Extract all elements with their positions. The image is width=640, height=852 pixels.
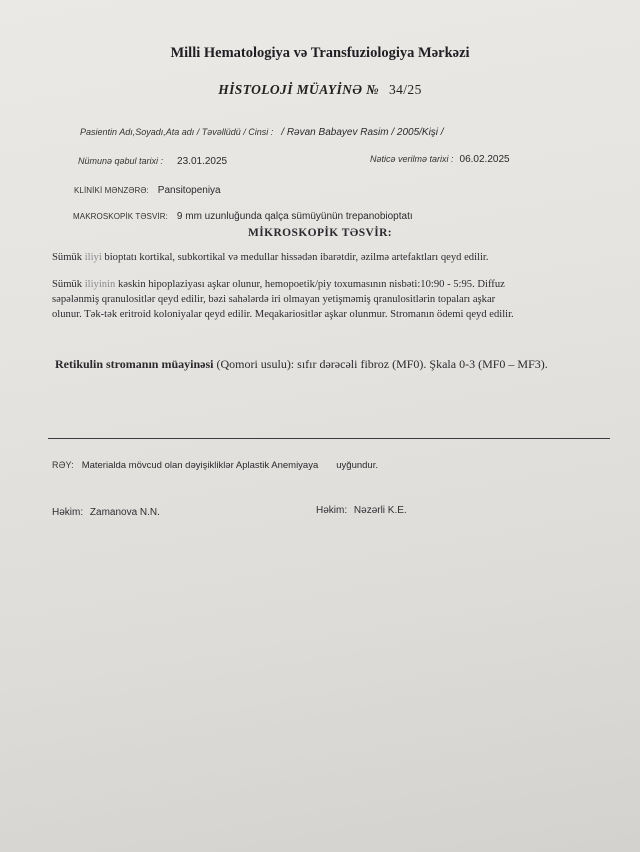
result-date-label: Nəticə verilmə tarixi : [370, 154, 454, 164]
micro-p2-line-1 [52, 277, 612, 292]
doctor-2 [316, 505, 407, 516]
macro-label: MAKROSKOPİK TƏSVİR: [73, 212, 168, 221]
micro-paragraph-1 [52, 250, 612, 265]
doctor-2-label: Həkim: [316, 505, 348, 516]
macro-row [73, 206, 413, 224]
micro-p2-line-3: olunur. Tək-tək eritroid koloniyalar qeyd edilir. Meqakariositlər aşkar olunmur. Stromanın ödemi qeyd edilir. [52, 309, 514, 320]
reticulin-text: (Qomori usulu): sıfır dərəcəli fibroz (MF0). Şkala 0-3 (MF0 – MF3). [213, 357, 548, 371]
clinical-value: Pansitopeniya [157, 185, 221, 196]
clinical-label: KLİNİKİ MƏNZƏRƏ: [74, 186, 149, 195]
micro-p1-word-2: iliyi [84, 252, 102, 263]
received-date-value: 23.01.2025 [177, 156, 228, 167]
doctor-1-label: Həkim: [52, 507, 84, 518]
macro-value: 9 mm uzunluğunda qalça sümüyünün trepanobioptatı [176, 211, 413, 222]
report-title [0, 82, 640, 98]
micro-p2-word-2: iliyinin [84, 279, 116, 290]
micro-p1-text: bioptatı kortikal, subkortikal və medullar hissədən ibarətdir, əzilmə artefaktları qeyd edilir. [104, 252, 489, 263]
reticulin-section [55, 356, 600, 373]
conclusion-label: RƏY: [52, 460, 74, 470]
result-date-row [370, 149, 510, 167]
doctor-2-name: Nəzərli K.E. [353, 505, 407, 516]
micro-paragraph-2 [52, 277, 612, 322]
reticulin-heading: Retikulin stromanın müayinəsi [55, 357, 214, 371]
micro-p2-line-1-text: kəskin hipoplaziyası aşkar olunur, hemopoetik/piy toxumasının nisbəti:10:90 - 5:95. Diffuz [117, 279, 505, 290]
received-date-row [78, 151, 227, 169]
patient-value: / Rəvan Babayev Rasim / 2005/Kişi / [281, 127, 444, 138]
doctor-1-name: Zamanova N.N. [89, 507, 160, 518]
doctor-1 [52, 507, 160, 518]
micro-p2-line-2: səpələnmiş qranulositlər qeyd edilir, bəzi sahələrdə iri olmayan yetişməmiş qranulositlərin topaları aşkar [52, 294, 496, 305]
received-date-label: Nümunə qəbul tarixi : [78, 156, 164, 166]
clinical-row [74, 180, 221, 198]
micro-title: MİKROSKOPİK TƏSVİR: [248, 227, 392, 239]
conclusion-text: Materialda mövcud olan dəyişikliklər Aplastik Anemiyaya [81, 460, 319, 471]
patient-label: Pasientin Adı,Soyadı,Ata adı / Təvəllüdü / Cinsi : [80, 127, 274, 137]
conclusion-row [52, 455, 378, 473]
micro-p2-word-1: Sümük [52, 279, 83, 290]
report-number: 34/25 [388, 82, 422, 97]
patient-row [80, 122, 444, 140]
report-title-text: HİSTOLOJİ MÜAYİNƏ № [218, 82, 379, 97]
micro-p1-word-1: Sümük [52, 252, 83, 263]
result-date-value: 06.02.2025 [459, 154, 510, 165]
conclusion-suffix: uyğundur. [336, 460, 378, 471]
organization-name: Milli Hematologiya və Transfuziologiya Mərkəzi [170, 45, 470, 61]
divider-line [48, 438, 610, 439]
